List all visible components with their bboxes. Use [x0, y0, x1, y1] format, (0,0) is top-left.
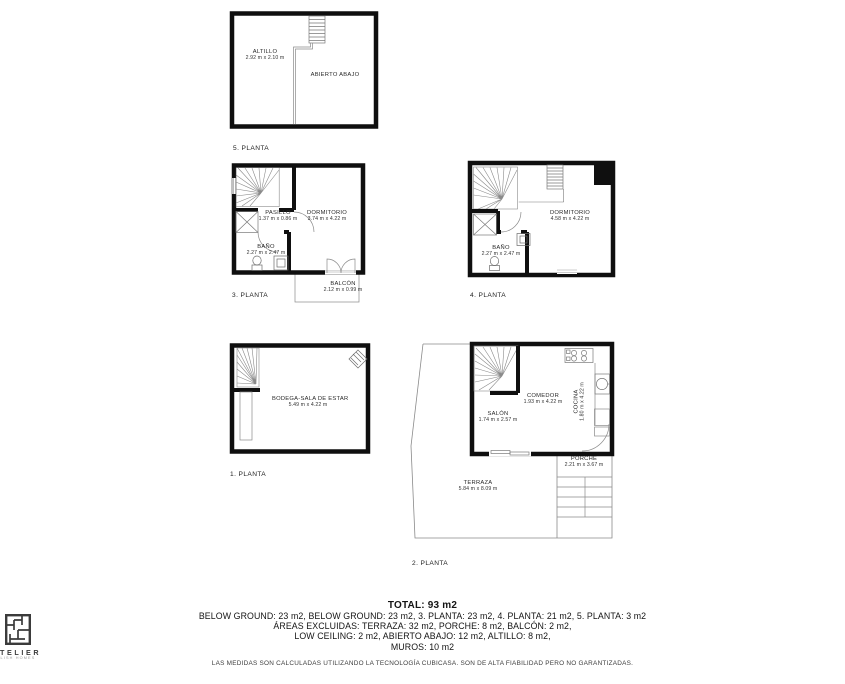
summary-line-areas: BELOW GROUND: 23 m2, BELOW GROUND: 23 m2, 3. PLANTA: 23 m2, 4. PLANTA: 21 m2, 5. PLANTA: 3 m2 [198, 611, 647, 621]
room-dims: 2.27 m x 2.47 m [246, 250, 286, 257]
staircase-icon [309, 16, 325, 43]
floor-plan-1-drawing [228, 342, 374, 482]
brand-name: TELIER [0, 648, 42, 657]
room-dims: 4.58 m x 4.22 m [550, 216, 590, 223]
window-icon [557, 269, 577, 275]
room-dims: 3.74 m x 4.22 m [307, 216, 347, 223]
plan-caption-4: 4. PLANTA [470, 292, 507, 299]
floor-plan-2-drawing [405, 332, 633, 570]
room-bodega [272, 396, 349, 409]
plan-caption-2: 2. PLANTA [412, 560, 449, 567]
room-dims: 5.84 m x 8.09 m [458, 486, 498, 493]
room-bano [471, 245, 531, 258]
floor-plan-3 [228, 160, 368, 312]
room-label: DORMITORIO [549, 210, 591, 216]
room-dormitorio [297, 210, 357, 223]
room-dims: 1.80 m x 4.22 m [579, 382, 586, 421]
room-label: PASILLO [265, 210, 291, 216]
room-dims: 1.74 m x 2.57 m [478, 417, 518, 424]
porch-steps-icon [557, 477, 612, 517]
room-dormitorio [540, 210, 600, 223]
room-dims: 1.93 m x 4.22 m [523, 399, 563, 406]
floor-plan-5-drawing [228, 10, 380, 155]
room-label: DORMITORIO [306, 210, 348, 216]
room-cocina [574, 374, 587, 430]
room-dims: 2.21 m x 3.67 m [564, 462, 604, 469]
floor-plan-4 [466, 158, 618, 310]
brand-logo-icon [5, 614, 31, 645]
summary-line-muros: MUROS: 10 m2 [390, 641, 455, 652]
brand-tagline: LISH HOMES [0, 656, 36, 660]
room-dims: 2.12 m x 0.99 m [323, 287, 363, 294]
room-dims: 5.49 m x 4.22 m [288, 402, 328, 409]
plan-caption-5: 5. PLANTA [233, 144, 270, 152]
room-altillo [235, 49, 295, 62]
plan-caption-1: 1. PLANTA [230, 470, 267, 478]
room-label: BAÑO [257, 244, 275, 250]
room-dims: 2.92 m x 2.10 m [245, 55, 285, 62]
room-label: BALCÓN [330, 281, 356, 287]
room-label: BODEGA-SALA DE ESTAR [272, 396, 349, 402]
summary-total: TOTAL: 93 m2 [387, 600, 458, 611]
room-balcon [313, 281, 373, 294]
room-label: ALTILLO [252, 49, 278, 55]
floor-plan-5 [228, 10, 380, 155]
floor-plan-4-drawing [466, 158, 618, 310]
room-label: BAÑO [492, 245, 510, 251]
room-abierto-abajo [303, 72, 367, 78]
room-comedor [513, 393, 573, 406]
room-label: SALÓN [487, 411, 509, 417]
floor-plan-1 [228, 342, 374, 482]
wall-block [594, 165, 613, 185]
room-salon [466, 411, 530, 424]
outer-wall [232, 14, 376, 127]
room-terraza [441, 480, 515, 493]
summary-line-excluded: ÁREAS EXCLUIDAS: TERRAZA: 32 m2, PORCHE: 8 m2, BALCÓN: 2 m2, [273, 621, 572, 632]
summary-block [0, 611, 845, 652]
summary-line-lowceiling: LOW CEILING: 2 m2, ABIERTO ABAJO: 12 m2, ALTILLO: 8 m2, [294, 631, 551, 642]
room-label: PORCHE [570, 456, 598, 462]
floor-plan-2 [405, 332, 633, 570]
room-bano [236, 244, 296, 257]
room-label: COCINA [573, 389, 580, 414]
room-dims: 1.37 m x 0.86 m [258, 216, 298, 223]
room-label: COMEDOR [526, 393, 560, 399]
disclaimer-text: LAS MEDIDAS SON CALCULADAS UTILIZANDO LA TECNOLOGÍA CUBICASA. SON DE ALTA FIABILIDAD PERO NO GARANTIZADAS. [211, 659, 634, 667]
room-dims: 2.27 m x 2.47 m [481, 251, 521, 258]
room-label: ABIERTO ABAJO [310, 72, 360, 78]
room-label: TERRAZA [463, 480, 493, 486]
sliding-door-icon [489, 450, 531, 457]
room-porche [554, 456, 614, 469]
window-icon [232, 178, 236, 194]
plan-caption-3: 3. PLANTA [232, 292, 269, 299]
